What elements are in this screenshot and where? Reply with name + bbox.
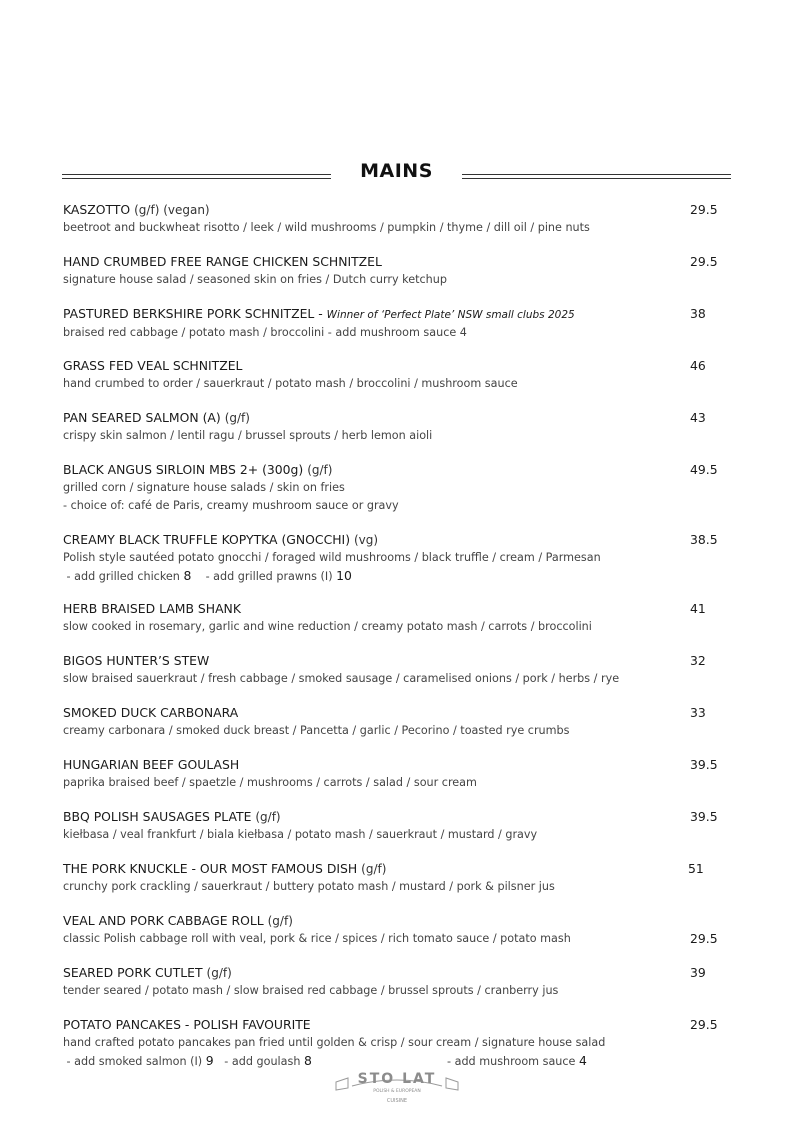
menu-item	[63, 704, 723, 740]
dish-price: 38.5	[690, 532, 718, 547]
dish-description: creamy carbonara / smoked duck breast / Pancetta / garlic / Pecorino / toasted rye crumbs	[63, 724, 570, 737]
menu-item	[63, 600, 723, 636]
dish-price: 39	[690, 965, 706, 980]
dish-price: 33	[690, 705, 706, 720]
dish-name	[63, 461, 723, 479]
dish-description: Polish style sautéed potato gnocchi / foraged wild mushrooms / black truffle / cream / Parmesan	[63, 551, 601, 564]
dietary-tag: (g/f)	[307, 463, 333, 477]
dish-price: 51	[688, 861, 704, 876]
menu-item	[63, 201, 723, 237]
dish-name	[63, 531, 723, 549]
menu-item	[63, 756, 723, 792]
menu-item	[63, 357, 723, 393]
dietary-tag: (vg)	[353, 533, 379, 547]
dish-description: slow cooked in rosemary, garlic and wine reduction / creamy potato mash / carrots / broccolini	[63, 620, 592, 633]
dish-price: 49.5	[690, 462, 718, 477]
dish-description: - choice of: café de Paris, creamy mushroom sauce or gravy	[63, 499, 399, 512]
dish-title: CREAMY BLACK TRUFFLE KOPYTKA (GNOCCHI)	[63, 532, 351, 547]
dish-name	[63, 409, 723, 427]
dish-price: 29.5	[690, 931, 718, 946]
dish-name	[63, 704, 723, 722]
menu-item	[63, 860, 723, 896]
sto-lat-logo	[332, 1064, 462, 1106]
dish-title: THE PORK KNUCKLE - OUR MOST FAMOUS DISH	[63, 861, 358, 876]
dish-description: slow braised sauerkraut / fresh cabbage / smoked sausage / caramelised onions / pork / herbs / rye	[63, 672, 620, 685]
dish-title: SMOKED DUCK CARBONARA	[63, 705, 239, 720]
dish-title: PAN SEARED SALMON (A)	[63, 410, 221, 425]
dish-name	[63, 912, 723, 930]
dish-title: HAND CRUMBED FREE RANGE CHICKEN SCHNITZEL	[63, 254, 382, 269]
dish-price: 29.5	[690, 1017, 718, 1032]
logo-sub: POLISH & EUROPEAN	[373, 1089, 421, 1094]
dish-title: KASZOTTO	[63, 202, 131, 217]
addon-price: 10	[336, 568, 352, 583]
dish-description: signature house salad / seasoned skin on fries / Dutch curry ketchup	[63, 273, 447, 286]
dish-price: 46	[690, 358, 706, 373]
dish-description: hand crafted potato pancakes pan fried until golden & crisp / sour cream / signature house salad	[63, 1036, 606, 1049]
dish-name	[63, 357, 723, 375]
dish-title: PASTURED BERKSHIRE PORK SCHNITZEL -	[63, 306, 327, 321]
menu-item	[63, 461, 723, 515]
dish-title: BBQ POLISH SAUSAGES PLATE	[63, 809, 252, 824]
menu-item	[63, 912, 723, 948]
addon-label: - add grilled prawns (I)	[191, 570, 337, 583]
addon-label: - add grilled chicken	[63, 570, 184, 583]
dish-title: SEARED PORK CUTLET	[63, 965, 203, 980]
dish-description: kiełbasa / veal frankfurt / biala kiełbasa / potato mash / sauerkraut / mustard / gravy	[63, 828, 538, 841]
dish-price: 29.5	[690, 254, 718, 269]
addon-label: - add smoked salmon (I)	[63, 1055, 206, 1068]
addon-label: - add goulash	[213, 1055, 304, 1068]
addon-price: 8	[183, 568, 192, 583]
menu-item	[63, 964, 723, 1000]
dish-price: 38	[690, 306, 706, 321]
section-title: MAINS	[360, 160, 433, 182]
dietary-tag: (g/f)	[206, 966, 232, 980]
dish-title: HERB BRAISED LAMB SHANK	[63, 601, 241, 616]
dish-title: POTATO PANCAKES - POLISH FAVOURITE	[63, 1017, 311, 1032]
menu-item	[63, 1016, 723, 1071]
addon-price: 4	[579, 1053, 587, 1068]
dish-description: paprika braised beef / spaetzle / mushrooms / carrots / salad / sour cream	[63, 776, 477, 789]
dietary-tag: (g/f) (vegan)	[134, 203, 210, 217]
dish-name	[63, 652, 723, 670]
dish-price: 41	[690, 601, 706, 616]
dietary-tag: (g/f)	[224, 411, 250, 425]
dish-name	[63, 253, 723, 271]
dish-description: braised red cabbage / potato mash / broccolini - add mushroom sauce 4	[63, 326, 467, 339]
dish-name	[63, 808, 723, 826]
section-header	[62, 160, 731, 188]
dietary-tag: (g/f)	[255, 810, 281, 824]
menu-item	[63, 652, 723, 688]
addon-label: - add mushroom sauce	[311, 1055, 579, 1068]
dish-price: 43	[690, 410, 706, 425]
dish-price: 29.5	[690, 202, 718, 217]
addon-price: 9	[205, 1053, 214, 1068]
dish-description: crispy skin salmon / lentil ragu / brussel sprouts / herb lemon aioli	[63, 429, 433, 442]
dish-price: 39.5	[690, 809, 718, 824]
dish-price: 32	[690, 653, 706, 668]
dish-price: 39.5	[690, 757, 718, 772]
dish-name	[63, 600, 723, 618]
award-note: Winner of ‘Perfect Plate’ NSW small clubs 2025	[326, 309, 575, 321]
logo-bottom: CUISINE	[386, 1098, 408, 1104]
dish-name	[63, 860, 723, 878]
dietary-tag: (g/f)	[267, 914, 293, 928]
dish-description: classic Polish cabbage roll with veal, pork & rice / spices / rich tomato sauce / potato mash	[63, 932, 571, 945]
dish-name	[63, 756, 723, 774]
addon-line	[63, 567, 723, 586]
dish-title: BLACK ANGUS SIRLOIN MBS 2+ (300g)	[63, 462, 304, 477]
dish-description: crunchy pork crackling / sauerkraut / buttery potato mash / mustard / pork & pilsner jus	[63, 880, 555, 893]
dish-name	[63, 964, 723, 982]
dish-title: VEAL AND PORK CABBAGE ROLL	[63, 913, 264, 928]
dish-name	[63, 1016, 723, 1034]
dish-description: tender seared / potato mash / slow braised red cabbage / brussel sprouts / cranberry jus	[63, 984, 559, 997]
dish-title: BIGOS HUNTER’S STEW	[63, 653, 210, 668]
dish-description: hand crumbed to order / sauerkraut / potato mash / broccolini / mushroom sauce	[63, 377, 518, 390]
dish-description: grilled corn / signature house salads / skin on fries	[63, 481, 345, 494]
menu-item	[63, 531, 723, 586]
dish-description: beetroot and buckwheat risotto / leek / wild mushrooms / pumpkin / thyme / dill oil / pine nuts	[63, 221, 590, 234]
menu-item	[63, 808, 723, 844]
header-rule-right	[462, 174, 731, 179]
menu-item	[63, 409, 723, 445]
dish-title: GRASS FED VEAL SCHNITZEL	[63, 358, 243, 373]
dietary-tag: (g/f)	[361, 862, 387, 876]
logo-text: STO LAT	[357, 1071, 437, 1087]
menu-item	[63, 305, 723, 342]
dish-name	[63, 201, 723, 219]
menu-item	[63, 253, 723, 289]
addon-price: 8	[303, 1053, 312, 1068]
dish-title: HUNGARIAN BEEF GOULASH	[63, 757, 240, 772]
dish-name	[63, 305, 723, 324]
